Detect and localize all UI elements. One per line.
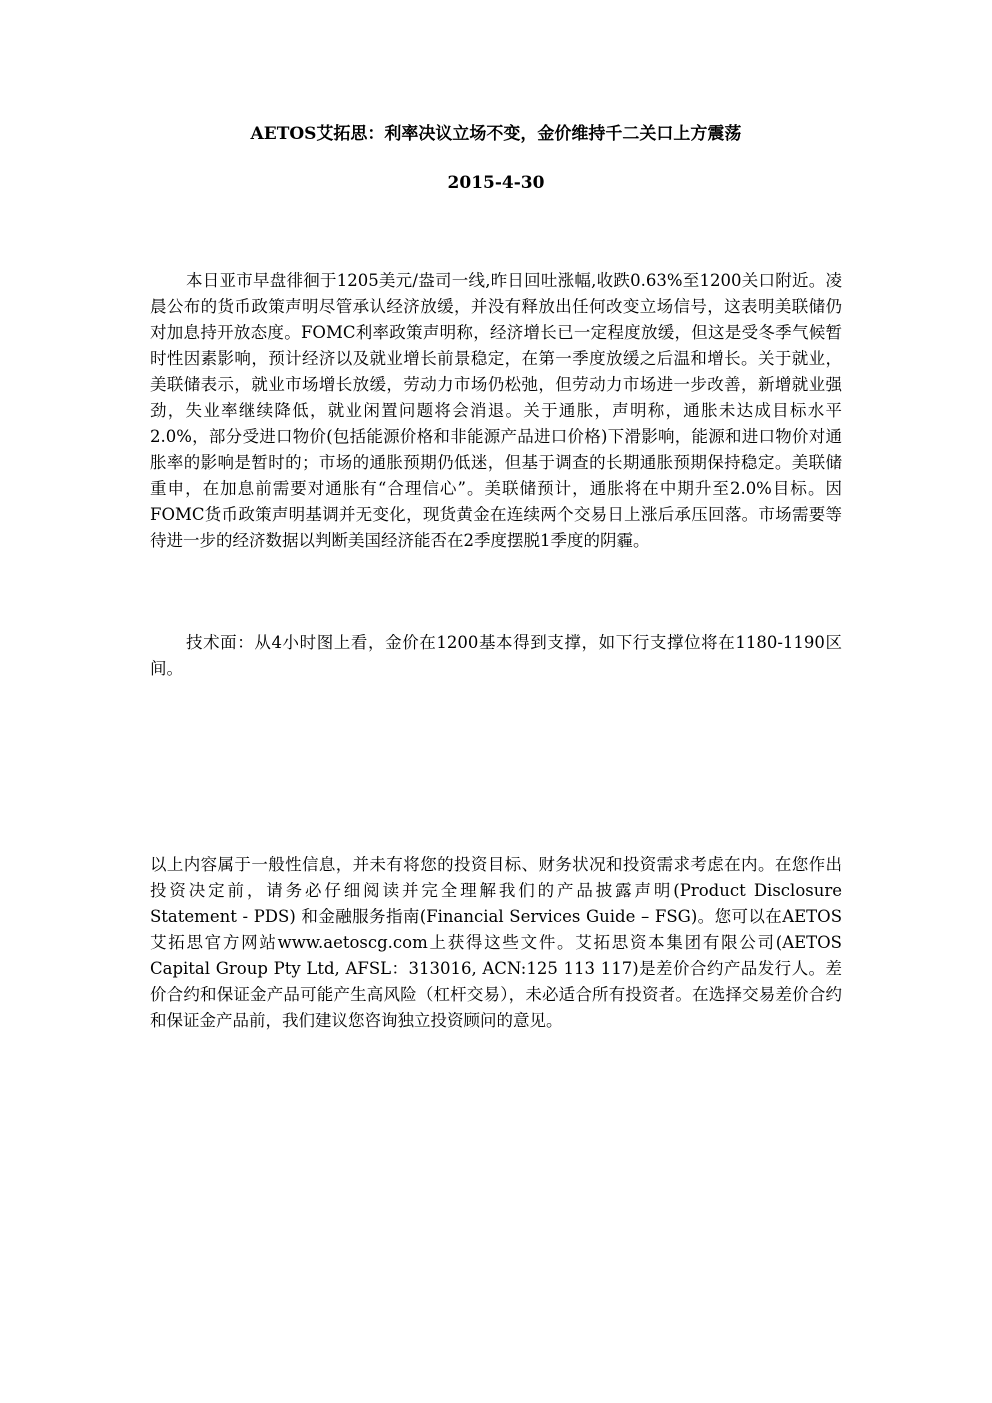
main-paragraph: 本日亚市早盘徘徊于1205美元/盎司一线,昨日回吐涨幅,收跌0.63%至1200关口附近。凌晨公布的货币政策声明尽管承认经济放缓，并没有释放出任何改变立场信号，这表明美联储仍对加息持开放态度。FOMC利率政策声明称，经济增长已一定程度放缓，但这是受冬季气候暂时性因素影响，预计经济以及就业增长前景稳定，在第一季度放缓之后温和增长。关于就业，美联储表示，就业市场增长放缓，劳动力市场仍松弛，但劳动力市场进一步改善，新增就业强劲，失业率继续降低，就业闲置问题将会消退。关于通胀，声明称，通胀未达成目标水平2.0%，部分受进口物价(包括能源价格和非能源产品进口价格)下滑影响，能源和进口物价对通胀率的影响是暂时的；市场的通胀预期仍低迷，但基于调查的长期通胀预期保持稳定。美联储重申，在加息前需要对通胀有“合理信心”。美联储预计，通胀将在中期升至2.0%目标。因FOMC货币政策声明基调并无变化，现货黄金在连续两个交易日上涨后承压回落。市场需要等待进一步的经济数据以判断美国经济能否在2季度摆脱1季度的阴霾。 <box>150 271 842 550</box>
disclaimer-paragraph: 以上内容属于一般性信息，并未有将您的投资目标、财务状况和投资需求考虑在内。在您作出投资决定前，请务必仔细阅读并完全理解我们的产品披露声明(Product Disclosure Statement - PDS) 和金融服务指南(Financial Services Guide – FSG)。您可以在AETOS艾拓思官方网站www.aetoscg.com上获得这些文件。艾拓思资本集团有限公司(AETOS Capital Group Pty Ltd, AFSL：313016, ACN:125 113 117)是差价合约产品发行人。差价合约和保证金产品可能产生高风险（杠杆交易），未必适合所有投资者。在选择交易差价合约和保证金产品前，我们建议您咨询独立投资顾问的意见。 <box>150 855 842 1030</box>
document-date: 2015-4-30 <box>447 173 545 193</box>
document-title: AETOS艾拓思：利率决议立场不变，金价维持千二关口上方震荡 <box>250 124 742 144</box>
technical-paragraph: 技术面：从4小时图上看，金价在1200基本得到支撑，如下行支撑位将在1180-1190区间。 <box>150 633 842 678</box>
